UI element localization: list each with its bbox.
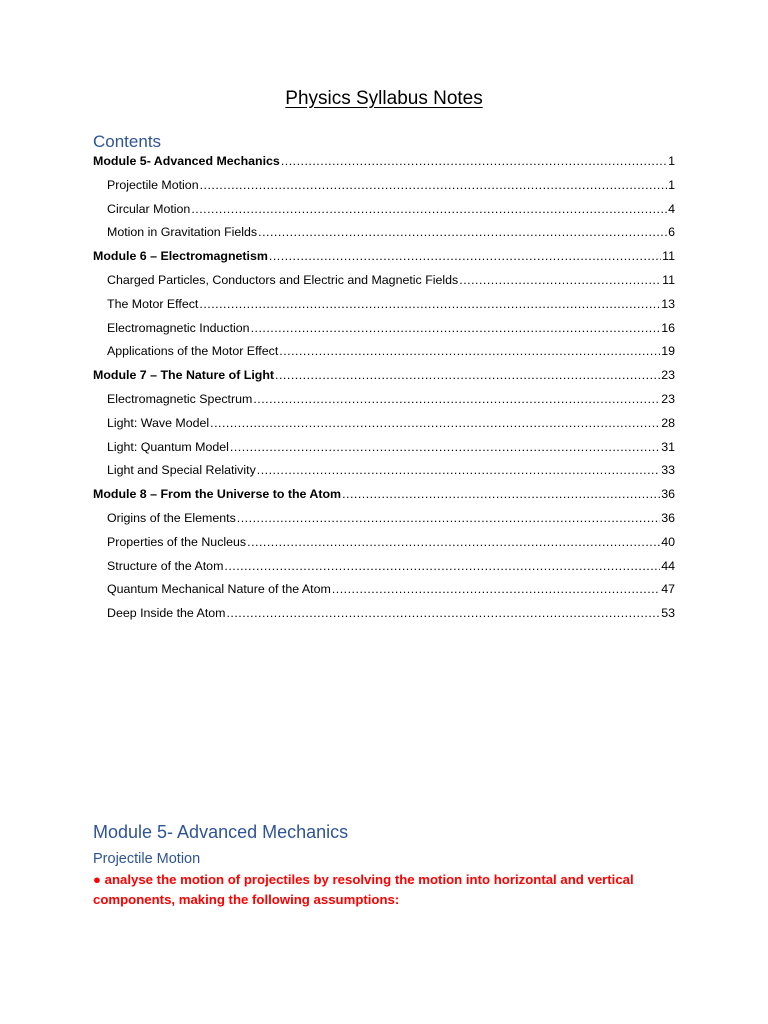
toc-dot-leader	[257, 463, 660, 477]
toc-entry-title: Light: Wave Model	[107, 415, 210, 430]
toc-page-number: 11	[662, 272, 675, 287]
toc-entry-title: Light and Special Relativity	[107, 463, 256, 478]
toc-page-number: 1	[668, 177, 675, 192]
syllabus-dot-point: ● analyse the motion of projectiles by resolving the motion into horizontal and vertical components, making the following assumptions:	[93, 872, 634, 907]
toc-dot-leader	[230, 440, 660, 454]
toc-entry[interactable]	[93, 440, 675, 464]
toc-page-number: 19	[661, 344, 675, 359]
toc-entry-title: Charged Particles, Conductors and Electric and Magnetic Fields	[107, 272, 459, 287]
toc-dot-leader	[342, 487, 660, 501]
toc-entry[interactable]	[93, 178, 675, 202]
toc-entry[interactable]	[93, 582, 675, 606]
toc-dot-leader	[269, 249, 661, 263]
toc-page-number: 31	[661, 439, 675, 454]
toc-entry[interactable]	[93, 559, 675, 583]
toc-entry-title: Electromagnetic Induction	[107, 320, 250, 335]
toc-dot-leader	[332, 582, 660, 596]
toc-page-number: 44	[661, 558, 675, 573]
toc-dot-leader	[253, 392, 660, 406]
toc-entry[interactable]	[93, 273, 675, 297]
toc-entry-title: Deep Inside the Atom	[107, 606, 226, 621]
toc-dot-leader	[210, 416, 660, 430]
toc-dot-leader	[226, 606, 660, 620]
toc-entry[interactable]	[93, 297, 675, 321]
toc-entry-title: The Motor Effect	[107, 296, 199, 311]
toc-entry[interactable]	[93, 392, 675, 416]
toc-entry-title: Structure of the Atom	[107, 558, 224, 573]
toc-entry[interactable]	[93, 416, 675, 440]
toc-page-number: 53	[661, 606, 675, 621]
toc-dot-leader	[459, 273, 661, 287]
toc-entry[interactable]	[93, 344, 675, 368]
document-title: Physics Syllabus Notes	[285, 88, 483, 109]
toc-page-number: 28	[661, 415, 675, 430]
toc-entry[interactable]	[93, 487, 675, 511]
toc-dot-leader	[275, 368, 660, 382]
toc-page-number: 13	[661, 296, 675, 311]
toc-page-number: 6	[668, 225, 675, 240]
toc-page-number: 36	[661, 510, 675, 525]
toc-page-number: 47	[661, 582, 675, 597]
toc-entry[interactable]	[93, 511, 675, 535]
toc-entry-title: Electromagnetic Spectrum	[107, 391, 253, 406]
toc-dot-leader	[237, 511, 660, 525]
toc-dot-leader	[279, 344, 660, 358]
toc-page-number: 4	[668, 201, 675, 216]
toc-page-number: 11	[662, 249, 675, 264]
toc-page-number: 1	[668, 154, 675, 168]
toc-dot-leader	[247, 535, 660, 549]
toc-dot-leader	[281, 154, 667, 168]
toc-entry-title: Circular Motion	[107, 201, 191, 216]
subsection-heading: Projectile Motion	[93, 851, 201, 867]
toc-entry-title: Applications of the Motor Effect	[107, 344, 279, 359]
toc-dot-leader	[224, 559, 660, 573]
toc-dot-leader	[251, 321, 661, 335]
toc-entry[interactable]	[93, 463, 675, 487]
toc-entry[interactable]	[93, 368, 675, 392]
toc-entry-title: Module 8 – From the Universe to the Atom	[93, 487, 342, 502]
toc-dot-leader	[191, 202, 667, 216]
table-of-contents	[93, 154, 675, 630]
toc-entry-title: Origins of the Elements	[107, 510, 236, 525]
section-heading: Module 5- Advanced Mechanics	[93, 822, 349, 842]
toc-entry[interactable]	[93, 535, 675, 559]
toc-entry-title: Motion in Gravitation Fields	[107, 225, 258, 240]
toc-entry-title: Quantum Mechanical Nature of the Atom	[107, 582, 331, 597]
toc-page-number: 16	[661, 320, 675, 335]
toc-entry[interactable]	[93, 225, 675, 249]
toc-entry[interactable]	[93, 606, 675, 630]
toc-dot-leader	[258, 225, 667, 239]
toc-page-number: 36	[661, 487, 675, 502]
toc-entry-title: Properties of the Nucleus	[107, 534, 247, 549]
toc-entry-title: Light: Quantum Model	[107, 439, 229, 454]
toc-page-number: 40	[661, 534, 675, 549]
toc-entry[interactable]	[93, 249, 675, 273]
toc-entry[interactable]	[93, 321, 675, 345]
toc-page-number: 23	[661, 391, 675, 406]
toc-page-number: 23	[661, 368, 675, 383]
toc-dot-leader	[200, 178, 668, 192]
toc-entry-title: Projectile Motion	[107, 177, 199, 192]
toc-entry[interactable]	[93, 154, 675, 178]
toc-dot-leader	[199, 297, 660, 311]
toc-entry-title: Module 5- Advanced Mechanics	[93, 154, 280, 168]
toc-page-number: 33	[661, 463, 675, 478]
toc-entry-title: Module 6 – Electromagnetism	[93, 249, 268, 264]
toc-entry[interactable]	[93, 202, 675, 226]
contents-heading: Contents	[93, 132, 162, 151]
toc-entry-title: Module 7 – The Nature of Light	[93, 368, 275, 383]
